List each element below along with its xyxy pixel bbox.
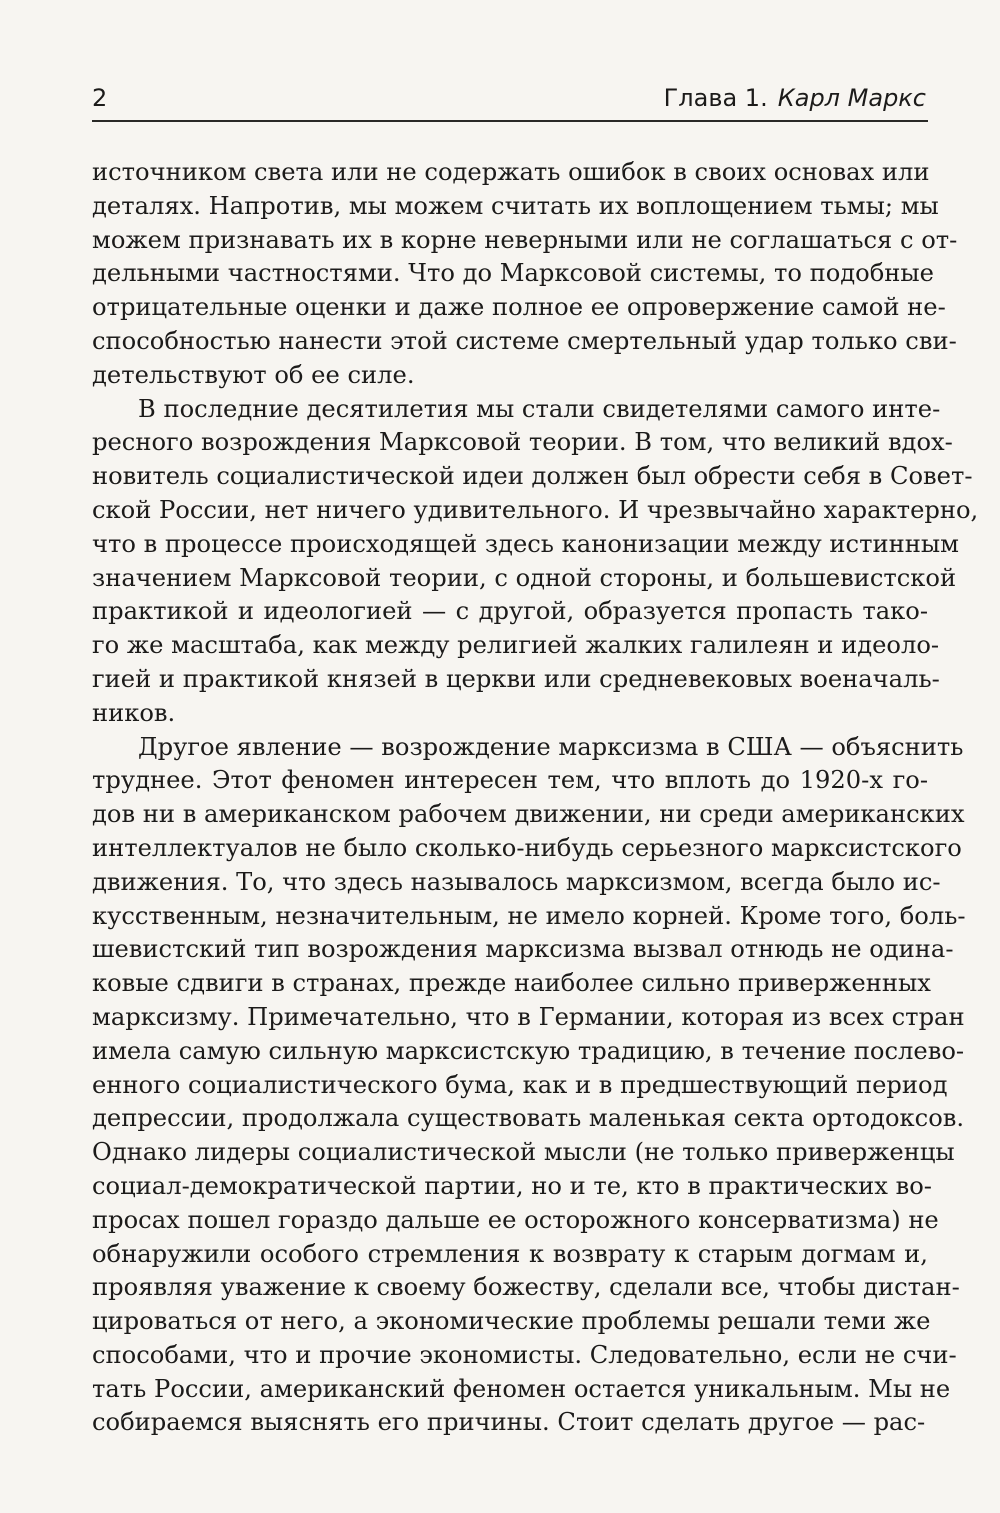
text-line: отрицательные оценки и даже полное ее опровержение самой не- bbox=[92, 293, 946, 322]
chapter-title: Карл Маркс bbox=[777, 84, 926, 112]
text-line: тать России, американский феномен остается уникальным. Мы не bbox=[92, 1374, 951, 1403]
running-head bbox=[664, 84, 926, 112]
text-line: социал-демократической партии, но и те, кто в практических во- bbox=[92, 1171, 932, 1200]
text-line: ковые сдвиги в странах, прежде наиболее сильно приверженных bbox=[92, 969, 931, 998]
text-line: что в процессе происходящей здесь канонизации между истинным bbox=[92, 529, 959, 558]
text-line: В последние десятилетия мы стали свидетелями самого инте- bbox=[138, 394, 941, 423]
text-line: ников. bbox=[92, 698, 176, 727]
text-line: обнаружили особого стремления к возврату к старым догмам и, bbox=[92, 1239, 928, 1268]
text-line: проявляя уважение к своему божеству, сделали все, чтобы дистан- bbox=[92, 1273, 960, 1302]
text-line: кусственным, незначительным, не имело корней. Кроме того, боль- bbox=[92, 901, 966, 930]
text-line: Однако лидеры социалистической мысли (не только приверженцы bbox=[92, 1138, 955, 1167]
body-text bbox=[92, 156, 979, 1440]
text-line: дов ни в американском рабочем движении, ни среди американских bbox=[92, 800, 965, 829]
text-line: практикой и идеологией — с другой, образуется пропасть тако- bbox=[92, 597, 928, 626]
text-line: способностью нанести этой системе смертельный удар только сви- bbox=[92, 326, 957, 355]
text-line: шевистский тип возрождения марксизма вызвал отнюдь не одина- bbox=[92, 935, 954, 964]
chapter-label: Глава 1. bbox=[663, 84, 768, 112]
text-line: источником света или не содержать ошибок в своих основах или bbox=[92, 158, 930, 186]
text-line: имела самую сильную марксистскую традицию, в течение послево- bbox=[92, 1036, 965, 1065]
text-line: Другое явление — возрождение марксизма в США — объяснить bbox=[138, 732, 964, 761]
text-line: значением Марксовой теории, с одной стороны, и большевистской bbox=[92, 563, 957, 592]
text-line: гией и практикой князей в церкви или средневековых военачаль- bbox=[92, 664, 940, 693]
text-line: интеллектуалов не было сколько-нибудь серьезного марксистского bbox=[92, 833, 962, 862]
page-number: 2 bbox=[92, 84, 108, 112]
text-line: енного социалистического бума, как и в предшествующий период bbox=[92, 1070, 948, 1099]
text-line: деталях. Напротив, мы можем считать их воплощением тьмы; мы bbox=[92, 191, 939, 220]
text-line: способами, что и прочие экономисты. Следовательно, если не счи- bbox=[92, 1340, 957, 1369]
text-line: движения. То, что здесь называлось марксизмом, всегда было ис- bbox=[92, 867, 941, 896]
text-line: цироваться от него, а экономические проблемы решали теми же bbox=[92, 1307, 931, 1336]
running-header bbox=[92, 82, 928, 122]
text-line: депрессии, продолжала существовать маленькая секта ортодоксов. bbox=[92, 1104, 965, 1133]
text-line: собираемся выяснять его причины. Стоит сделать другое — рас- bbox=[92, 1408, 926, 1437]
text-line: ресного возрождения Марксовой теории. В том, что великий вдох- bbox=[92, 428, 953, 457]
text-line: дельными частностями. Что до Марксовой системы, то подобные bbox=[92, 259, 934, 288]
text-line: труднее. Этот феномен интересен тем, что вплоть до 1920-х го- bbox=[92, 766, 928, 795]
text-line: го же масштаба, как между религией жалких галилеян и идеоло- bbox=[92, 631, 940, 660]
text-line: новитель социалистической идеи должен был обрести себя в Совет- bbox=[92, 462, 973, 491]
text-line: просах пошел гораздо дальше ее осторожного консерватизма) не bbox=[92, 1205, 939, 1234]
text-line: детельствуют об ее силе. bbox=[92, 360, 415, 389]
text-line: марксизму. Примечательно, что в Германии, которая из всех стран bbox=[92, 1002, 965, 1031]
text-line: можем признавать их в корне неверными или не соглашаться с от- bbox=[92, 225, 958, 254]
text-line: ской России, нет ничего удивительного. И чрезвычайно характерно, bbox=[92, 495, 979, 524]
